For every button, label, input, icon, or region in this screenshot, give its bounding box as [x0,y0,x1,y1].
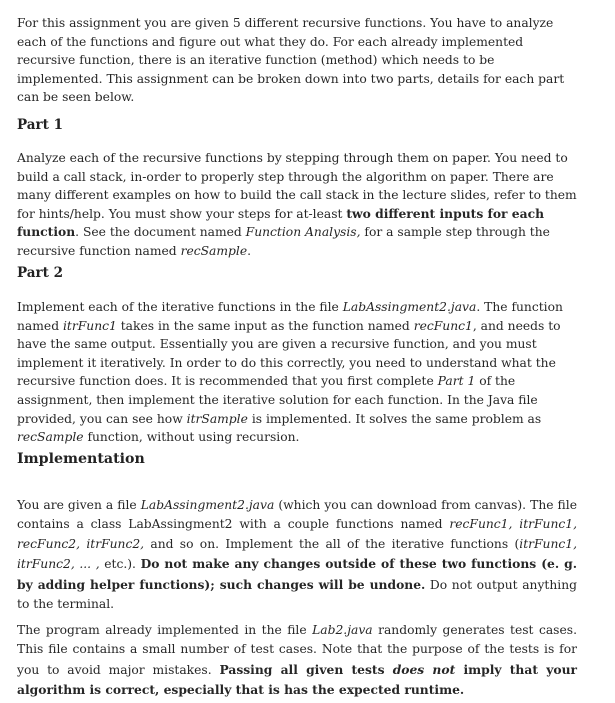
impl-bold-italic-does-not: does not [392,661,456,677]
part1-recsample: recSample [180,243,248,258]
part2-text-2: . The function named [17,300,563,333]
part2-text-6: is implemented. It solves the same problem as [247,411,542,426]
part2-itrsample: itrSample [186,411,248,426]
implementation-paragraph-1 [17,496,577,614]
part1-text-4: . [247,243,252,258]
impl-text-6: The program already implemented in the file [17,623,313,637]
part1-bold-inputs: two different inputs for each function [17,205,545,240]
impl-text-7: randomly generates test cases. This file contains a small number of test cases. Note that the purpose of the tests is for you to avoid major mistakes. [17,623,577,677]
impl-text-5: Do not output anything to the terminal. [17,577,578,612]
implementation-heading: Implementation [17,451,145,467]
part2-paragraph [17,298,580,447]
part2-heading: Part 2 [17,265,63,281]
impl-bold-passing: Passing all given tests [219,661,393,677]
part2-itrfunc1: itrFunc1 [62,318,117,333]
part2-file-labassingment2: LabAssingment2.java [342,300,477,314]
impl-text-1: You are given a file [17,498,141,512]
part2-text-7: function, without using recursion. [83,430,300,445]
part2-text-1: Implement each of the iterative functions in the file [17,300,343,314]
part1-heading: Part 1 [17,117,63,133]
part1-text-2: . See the document named [75,225,246,240]
impl-warning-bold: Do not make any changes outside of these two functions (e. g. by adding helper functions); such changes will be undone. [17,556,577,592]
part2-text-5: of the assignment, then implement the iterative solution for each function. In the Java file provided, you can see how [17,374,538,426]
part1-paragraph [17,149,580,261]
impl-text-2: (which you can download from canvas). The file contains a class LabAssingment2 with a couple functions named [17,498,577,532]
part2-text-3: takes in the same input as the function named [116,318,414,333]
impl-text-4: etc.). [99,557,141,572]
impl-text-3: and so on. Implement the all of the iterative functions ( [144,536,520,551]
part2-recsample: recSample [17,430,84,445]
part2-text-4: , and needs to have the same output. Essentially you are given a recursive function, and you must implement it iteratively. In order to do this correctly, you need to understand what the recursive function does. It is recommended that you first complete [17,318,561,389]
part1-text-1: Analyze each of the recursive functions by stepping through them on paper. You need to build a call stack, in-order to properly step through the algorithm on paper. There are many different examples on how to build the call stack in the lecture slides, refer to them for hints/help. You must show your steps for at-least [17,151,577,221]
impl-file-labassingment2: LabAssingment2.java [140,498,275,512]
part2-recfunc1: recFunc1 [413,318,473,333]
part1-function-analysis: Function Analysis, [245,225,361,240]
intro-paragraph [17,14,580,107]
impl-bold-rest: imply that your algorithm is correct, especially that is has the expected runtime. [17,661,577,698]
impl-iterative-list: itrFunc1, itrFunc2, ... , [17,536,578,572]
impl-function-list: recFunc1, itrFunc1, recFunc2, itrFunc2, [17,517,577,551]
part2-part1-ref: Part 1 [437,374,476,389]
part1-text-3: for a sample step through the recursive function named [17,225,550,258]
intro-text: For this assignment you are given 5 different recursive functions. You have to analyze each of the functions and figure out what they do. For each already implemented recursive function, there is an iterative function (method) which needs to be implemented. This assignment can be broken down into two parts, details for each part can be seen below. [17,16,565,105]
impl-file-lab2: Lab2.java [312,623,373,637]
implementation-paragraph-2 [17,621,577,701]
